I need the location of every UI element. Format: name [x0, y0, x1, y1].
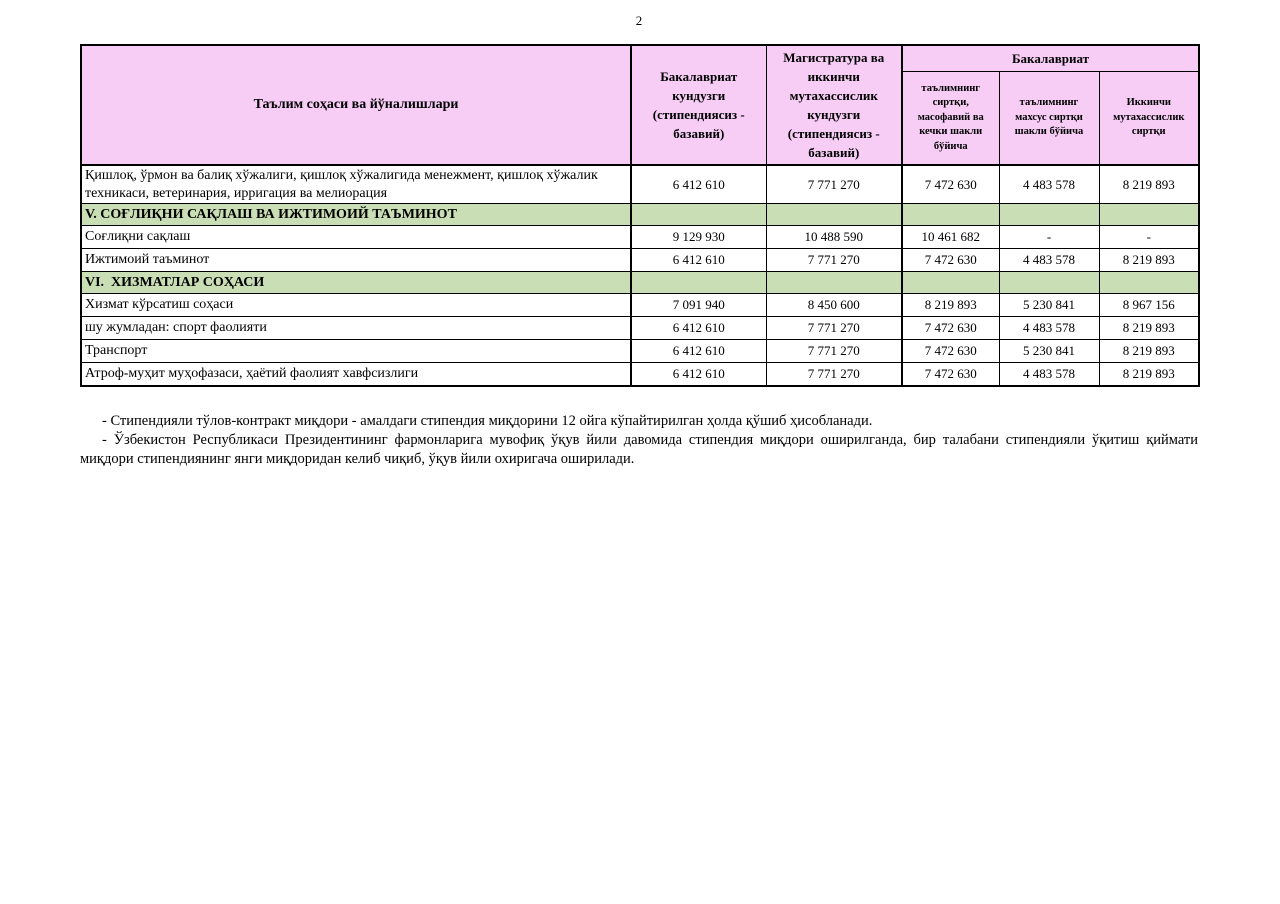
- value-cell: 8 219 893: [1099, 363, 1199, 386]
- table-body: [81, 165, 1199, 386]
- value-cell: 7 771 270: [766, 165, 902, 204]
- value-cell: 7 771 270: [766, 317, 902, 340]
- header-bachelor-group: Бакалавриат: [902, 45, 1199, 72]
- header-subcol-special-correspondence: таълимнинг махсус сиртқи шакли бўйича: [999, 72, 1099, 165]
- footnotes: [80, 412, 1198, 469]
- section-empty-cell: [902, 272, 999, 294]
- value-cell: 7 771 270: [766, 363, 902, 386]
- value-cell: 9 129 930: [631, 226, 766, 249]
- section-label: V. СОҒЛИҚНИ САҚЛАШ ВА ИЖТИМОИЙ ТАЪМИНОТ: [81, 204, 631, 226]
- table-header: [81, 45, 1199, 165]
- row-label: шу жумладан: спорт фаолияти: [81, 317, 631, 340]
- value-cell: 6 412 610: [631, 363, 766, 386]
- section-empty-cell: [999, 272, 1099, 294]
- section-empty-cell: [766, 272, 902, 294]
- value-cell: 8 219 893: [1099, 165, 1199, 204]
- value-cell: 7 472 630: [902, 340, 999, 363]
- table-row: [81, 317, 1199, 340]
- section-empty-cell: [766, 204, 902, 226]
- value-cell: 7 472 630: [902, 249, 999, 272]
- value-cell: 4 483 578: [999, 363, 1099, 386]
- value-cell: 7 771 270: [766, 249, 902, 272]
- value-cell: -: [1099, 226, 1199, 249]
- value-cell: 5 230 841: [999, 294, 1099, 317]
- value-cell: 4 483 578: [999, 317, 1099, 340]
- table-row: [81, 294, 1199, 317]
- section-empty-cell: [1099, 204, 1199, 226]
- section-row: [81, 272, 1199, 294]
- value-cell: 10 488 590: [766, 226, 902, 249]
- header-master-day-col: Магистратура ва иккинчи мутахассислик кундузги (стипендиясиз - базавий): [766, 45, 902, 165]
- value-cell: 4 483 578: [999, 249, 1099, 272]
- table-row: [81, 226, 1199, 249]
- value-cell: 6 412 610: [631, 317, 766, 340]
- footnote-contract-amount: - Стипендияли тўлов-контракт миқдори - амалдаги стипендия миқдорини 12 ойга кўпайтирилган ҳолда қўшиб ҳисобланади.: [102, 413, 873, 429]
- section-label: VI. ХИЗМАТЛАР СОҲАСИ: [81, 272, 631, 294]
- section-empty-cell: [631, 204, 766, 226]
- value-cell: 6 412 610: [631, 165, 766, 204]
- row-label: Хизмат кўрсатиш соҳаси: [81, 294, 631, 317]
- value-cell: 6 412 610: [631, 249, 766, 272]
- header-subcol-correspondence: таълимнинг сиртқи, масофавий ва кечки шакли бўйича: [902, 72, 999, 165]
- header-row-top: [81, 45, 1199, 72]
- value-cell: 8 219 893: [1099, 317, 1199, 340]
- value-cell: 8 967 156: [1099, 294, 1199, 317]
- value-cell: 7 472 630: [902, 165, 999, 204]
- page-number: 2: [635, 13, 643, 28]
- footnote-stipend-increase: - Ўзбекистон Республикаси Президентининг фармонларига мувофиқ ўқув йили давомида стипендия миқдори оширилганда, бир талабани стипендияли ўқитиш қиймати миқдори стипендиянинг янги миқдоридан келиб чиқиб, ўқув йили охиригача оширилади.: [80, 432, 1198, 467]
- header-field-col: Таълим соҳаси ва йўналишлари: [81, 45, 631, 165]
- value-cell: 7 091 940: [631, 294, 766, 317]
- section-empty-cell: [999, 204, 1099, 226]
- value-cell: 8 219 893: [902, 294, 999, 317]
- tuition-table: [80, 44, 1200, 387]
- row-label: Атроф-муҳит муҳофазаси, ҳаётий фаолият хавфсизлиги: [81, 363, 631, 386]
- row-label: Соғлиқни сақлаш: [81, 226, 631, 249]
- table-row: [81, 363, 1199, 386]
- value-cell: 7 472 630: [902, 363, 999, 386]
- table-row: [81, 340, 1199, 363]
- section-empty-cell: [1099, 272, 1199, 294]
- value-cell: 7 771 270: [766, 340, 902, 363]
- value-cell: 8 219 893: [1099, 249, 1199, 272]
- section-empty-cell: [631, 272, 766, 294]
- value-cell: 4 483 578: [999, 165, 1099, 204]
- section-empty-cell: [902, 204, 999, 226]
- value-cell: 7 472 630: [902, 317, 999, 340]
- row-label: Қишлоқ, ўрмон ва балиқ хўжалиги, қишлоқ хўжалигида менежмент, қишлоқ хўжалик техникаси, ветеринария, ирригация ва мелиорация: [81, 165, 631, 204]
- value-cell: 6 412 610: [631, 340, 766, 363]
- header-bachelor-day-col: Бакалавриат кундузги (стипендиясиз - базавий): [631, 45, 766, 165]
- table-row: [81, 249, 1199, 272]
- header-subcol-second-specialty: Иккинчи мутахассислик сиртқи: [1099, 72, 1199, 165]
- row-label: Ижтимоий таъминот: [81, 249, 631, 272]
- section-row: [81, 204, 1199, 226]
- value-cell: 8 450 600: [766, 294, 902, 317]
- value-cell: 5 230 841: [999, 340, 1099, 363]
- value-cell: 10 461 682: [902, 226, 999, 249]
- table-row: [81, 165, 1199, 204]
- row-label: Транспорт: [81, 340, 631, 363]
- value-cell: -: [999, 226, 1099, 249]
- value-cell: 8 219 893: [1099, 340, 1199, 363]
